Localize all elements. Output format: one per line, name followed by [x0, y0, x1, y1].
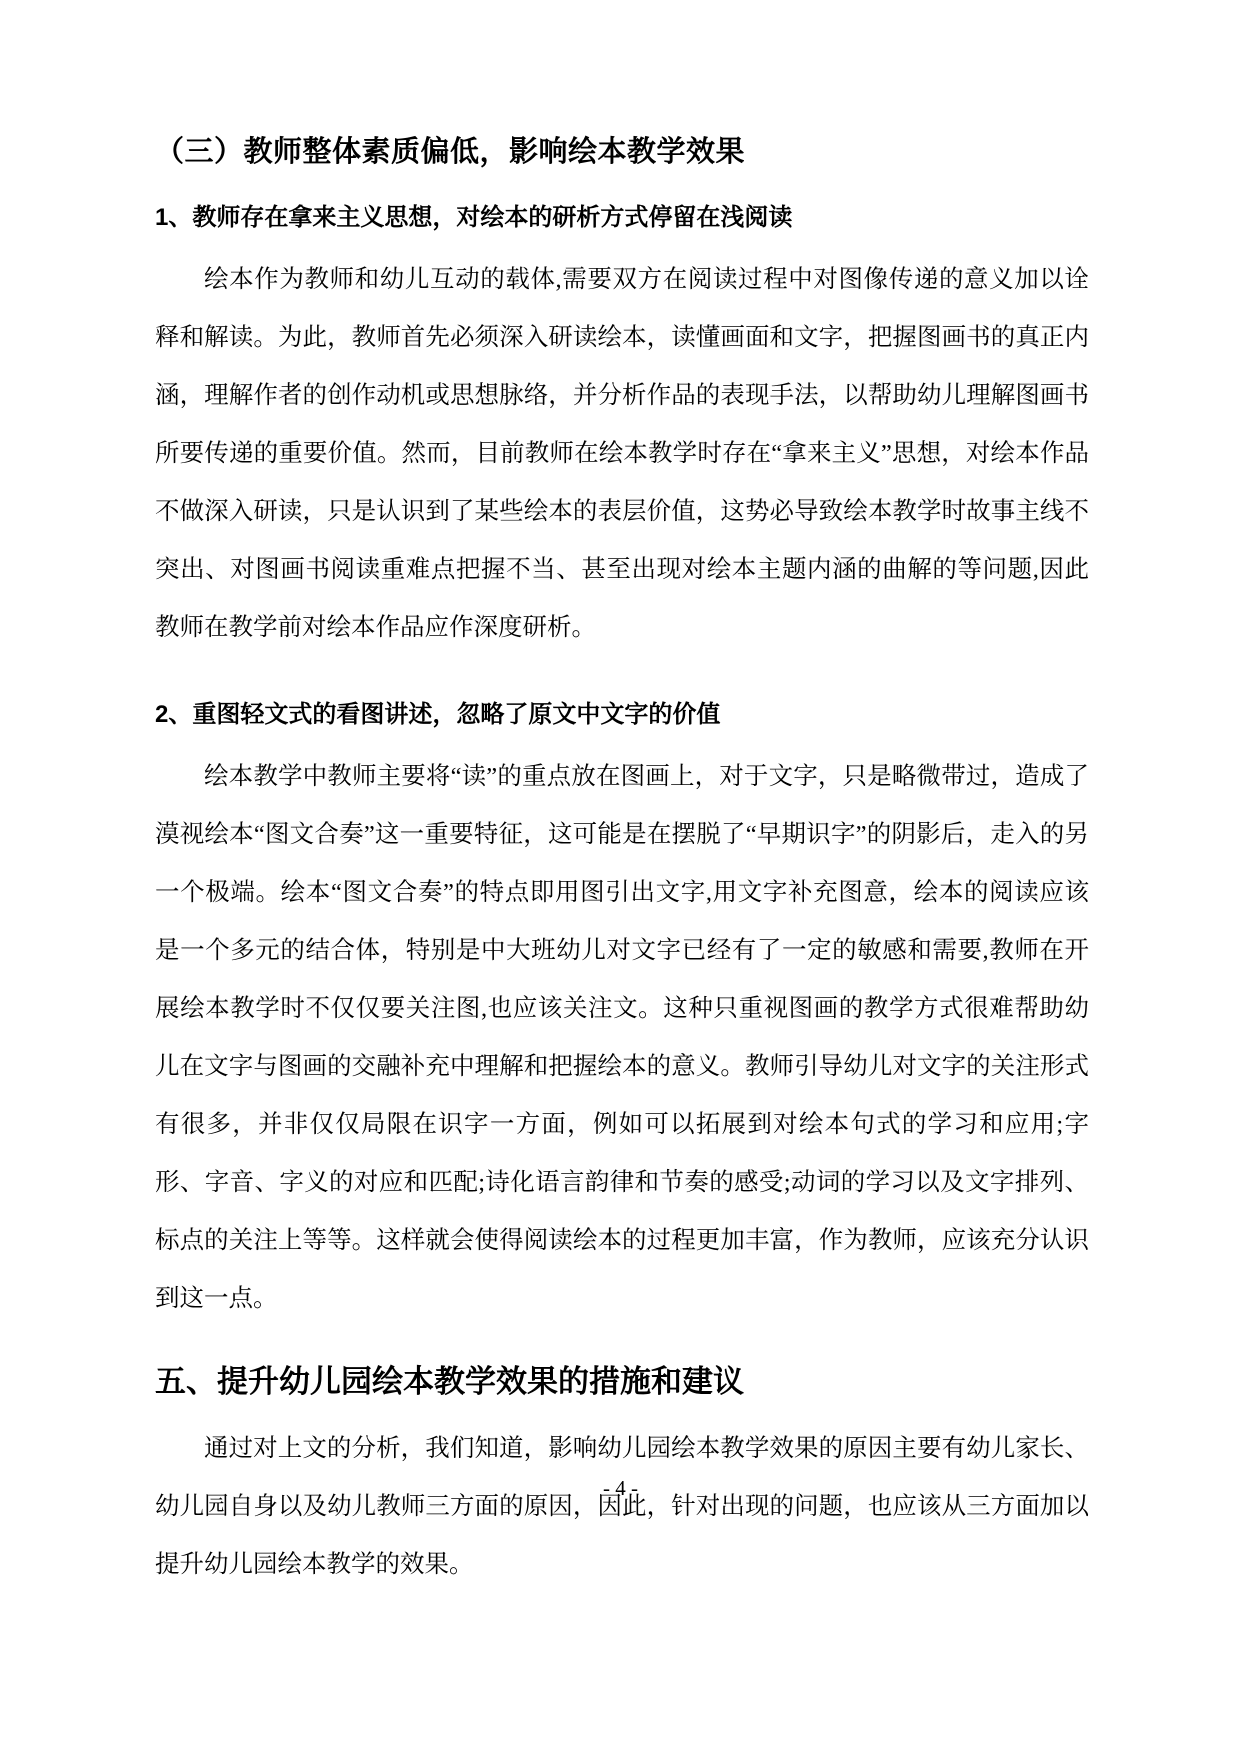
subsection-heading-1: 1、教师存在拿来主义思想，对绘本的研析方式停留在浅阅读: [155, 203, 793, 231]
paragraph-improvement-intro: 通过对上文的分析，我们知道，影响幼儿园绘本教学效果的原因主要有幼儿家长、幼儿园自身以及幼儿教师三方面的原因，因此，针对出现的问题，也应该从三方面加以提升幼儿园绘本教学的效果。: [155, 1435, 1089, 1579]
section-heading-5: 五、提升幼儿园绘本教学效果的措施和建议: [155, 1364, 744, 1400]
page-number: - 4 -: [603, 1476, 638, 1500]
subsection-heading-2: 2、重图轻文式的看图讲述，忽略了原文中文字的价值: [155, 700, 721, 728]
paragraph-picture-over-text: 绘本教学中教师主要将“读”的重点放在图画上，对于文字，只是略微带过，造成了漠视绘本“图文合奏”这一重要特征，这可能是在摆脱了“早期识字”的阴影后，走入的另一个极端。绘本“图文合奏”的特点即用图引出文字,用文字补充图意，绘本的阅读应该是一个多元的结合体，特别是中大班幼儿对文字已经有了一定的敏感和需要,教师在开展绘本教学时不仅仅要关注图,也应该关注文。这种只重视图画的教学方式很难帮助幼儿在文字与图画的交融补充中理解和把握绘本的意义。教师引导幼儿对文字的关注形式有很多，并非仅仅局限在识字一方面，例如可以拓展到对绘本句式的学习和应用;字形、字音、字义的对应和匹配;诗化语言韵律和节奏的感受;动词的学习以及文字排列、标点的关注上等等。这样就会使得阅读绘本的过程更加丰富，作为教师，应该充分认识到这一点。: [155, 763, 1089, 1313]
section-heading-3: （三）教师整体素质偏低，影响绘本教学效果: [155, 136, 746, 168]
paragraph-teacher-borrowing-ideology: 绘本作为教师和幼儿互动的载体,需要双方在阅读过程中对图像传递的意义加以诠释和解读。为此，教师首先必须深入研读绘本，读懂画面和文字，把握图画书的真正内涵，理解作者的创作动机或思想脉络，并分析作品的表现手法，以帮助幼儿理解图画书所要传递的重要价值。然而，目前教师在绘本教学时存在“拿来主义”思想，对绘本作品不做深入研读，只是认识到了某些绘本的表层价值，这势必导致绘本教学时故事主线不突出、对图画书阅读重难点把握不当、甚至出现对绘本主题内涵的曲解的等问题,因此教师在教学前对绘本作品应作深度研析。: [155, 265, 1089, 641]
